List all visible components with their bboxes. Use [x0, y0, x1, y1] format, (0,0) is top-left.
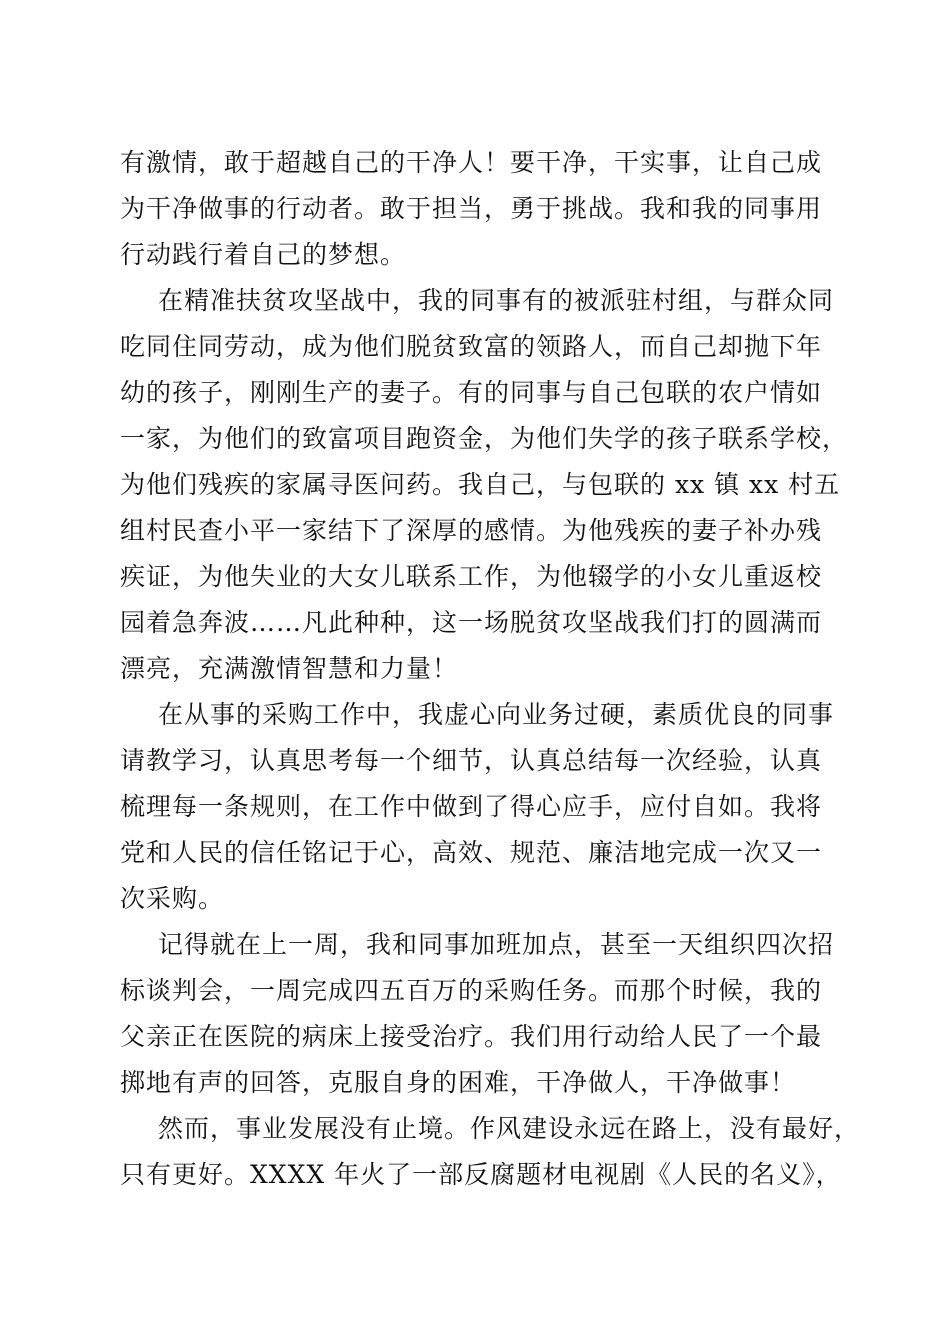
text-line-16: 党和人民的信任铭记于心，高效、规范、廉洁地完成一次又一 [120, 838, 823, 867]
text-line-5: 吃同住同劳动，成为他们脱贫致富的领路人，而自己却抛下年 [120, 332, 823, 361]
text-line-20: 父亲正在医院的病床上接受治疗。我们用行动给人民了一个最 [120, 1022, 823, 1051]
text-line-4: 在精准扶贫攻坚战中，我的同事有的被派驻村组，与群众同 [158, 286, 835, 315]
text-line-18: 记得就在上一周，我和同事加班加点，甚至一天组织四次招 [158, 930, 835, 959]
text-line-21: 掷地有声的回答，克服自身的困难，干净做人，干净做事！ [120, 1068, 797, 1097]
text-line-1: 有激情，敢于超越自己的干净人！要干净，干实事，让自己成 [120, 148, 823, 177]
text-line-22: 然而，事业发展没有止境。作风建设永远在路上，没有最好， [158, 1114, 861, 1143]
text-line-8: 为他们残疾的家属寻医问药。我自己，与包联的 xx 镇 xx 村五 [120, 470, 841, 499]
text-line-15: 梳理每一条规则，在工作中做到了得心应手，应付自如。我将 [120, 792, 823, 821]
text-line-19: 标谈判会，一周完成四五百万的采购任务。而那个时候，我的 [120, 976, 823, 1005]
text-line-2: 为干净做事的行动者。敢于担当，勇于挑战。我和我的同事用 [120, 194, 823, 223]
text-line-7: 一家，为他们的致富项目跑资金，为他们失学的孩子联系学校， [120, 424, 849, 453]
text-line-11: 园着急奔波……凡此种种，这一场脱贫攻坚战我们打的圆满而 [120, 608, 823, 637]
text-line-23: 只有更好。XXXX 年火了一部反腐题材电视剧《人民的名义》， [120, 1160, 842, 1189]
text-line-12: 漂亮，充满激情智慧和力量！ [120, 654, 459, 683]
text-line-9: 组村民查小平一家结下了深厚的感情。为他残疾的妻子补办残 [120, 516, 823, 545]
text-line-6: 幼的孩子，刚刚生产的妻子。有的同事与自己包联的农户情如 [120, 378, 823, 407]
text-line-13: 在从事的采购工作中，我虚心向业务过硬，素质优良的同事 [158, 700, 835, 729]
text-line-17: 次采购。 [120, 884, 225, 913]
text-line-14: 请教学习，认真思考每一个细节，认真总结每一次经验，认真 [120, 746, 823, 775]
text-line-3: 行动践行着自己的梦想。 [120, 240, 407, 269]
text-line-10: 疾证，为他失业的大女儿联系工作，为他辍学的小女儿重返校 [120, 562, 823, 591]
